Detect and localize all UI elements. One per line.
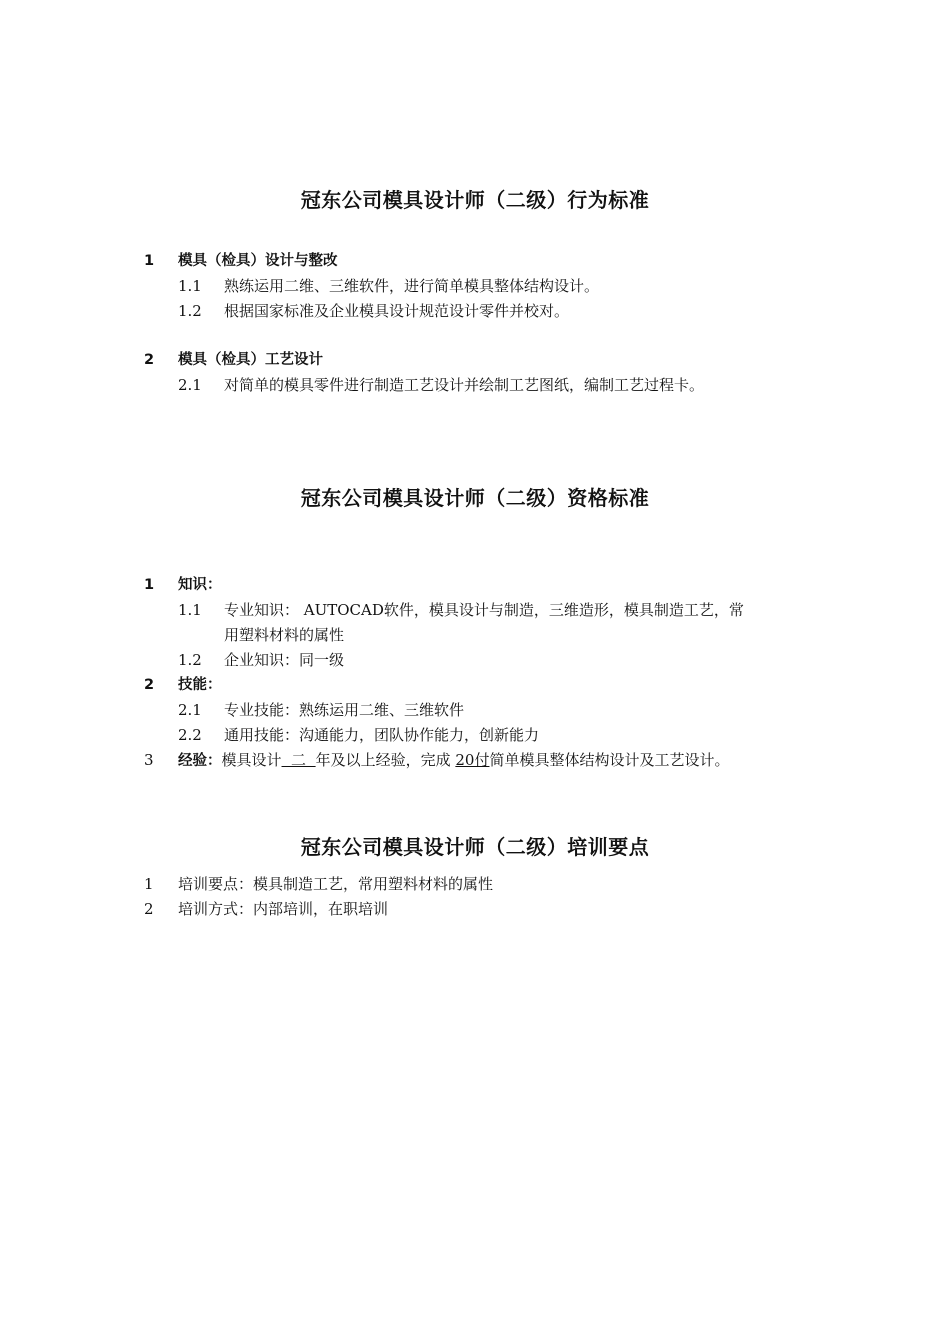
section-number: 1 [144,577,155,593]
item-text: 熟练运用二维、三维软件，进行简单模具整体结构设计。 [224,277,600,295]
item-text-line2: 用塑料材料的属性 [224,626,345,644]
experience-prefix: 模具设计 [221,751,282,769]
qualification-title: 冠东公司模具设计师（二级）资格标准 [300,486,650,510]
section-heading: 技能： [178,677,222,693]
item-number: 2.2 [178,726,202,744]
item-text: 企业知识：同一级 [224,651,345,669]
training-title: 冠东公司模具设计师（二级）培训要点 [300,835,650,859]
section-heading: 模具（检具）设计与整改 [178,253,338,269]
item-text: 对简单的模具零件进行制造工艺设计并绘制工艺图纸，编制工艺过程卡。 [224,376,705,394]
section-heading: 经验： [178,753,222,769]
section-number: 3 [144,751,154,769]
item-text: 通用技能：沟通能力，团队协作能力，创新能力 [224,726,540,744]
item-number: 1.2 [178,651,202,669]
item-number: 1.1 [178,601,202,619]
experience-line [178,748,729,773]
item-number: 2 [144,900,154,918]
item-text: 专业技能：熟练运用二维、三维软件 [224,701,465,719]
behavior-title: 冠东公司模具设计师（二级）行为标准 [300,188,650,212]
item-number: 1 [144,875,154,893]
experience-suffix: 简单模具整体结构设计及工艺设计。 [489,751,730,769]
section-number: 1 [144,253,155,269]
item-number: 2.1 [178,701,202,719]
item-number: 1.2 [178,302,202,320]
experience-middle: 年及以上经验，完成 [315,751,456,769]
section-number: 2 [144,677,155,693]
section-heading: 知识： [178,577,222,593]
item-text: 根据国家标准及企业模具设计规范设计零件并校对。 [224,302,570,320]
item-text: 培训要点：模具制造工艺，常用塑料材料的属性 [178,875,494,893]
item-number: 1.1 [178,277,202,295]
experience-count: 20付 [455,751,490,769]
section-heading: 模具（检具）工艺设计 [178,352,323,368]
item-text-line1: 专业知识： AUTOCAD软件，模具设计与制造，三维造形，模具制造工艺，常 [224,601,744,619]
experience-years: 二 [281,751,316,769]
section-number: 2 [144,352,155,368]
item-text: 培训方式：内部培训，在职培训 [178,900,389,918]
item-number: 2.1 [178,376,202,394]
